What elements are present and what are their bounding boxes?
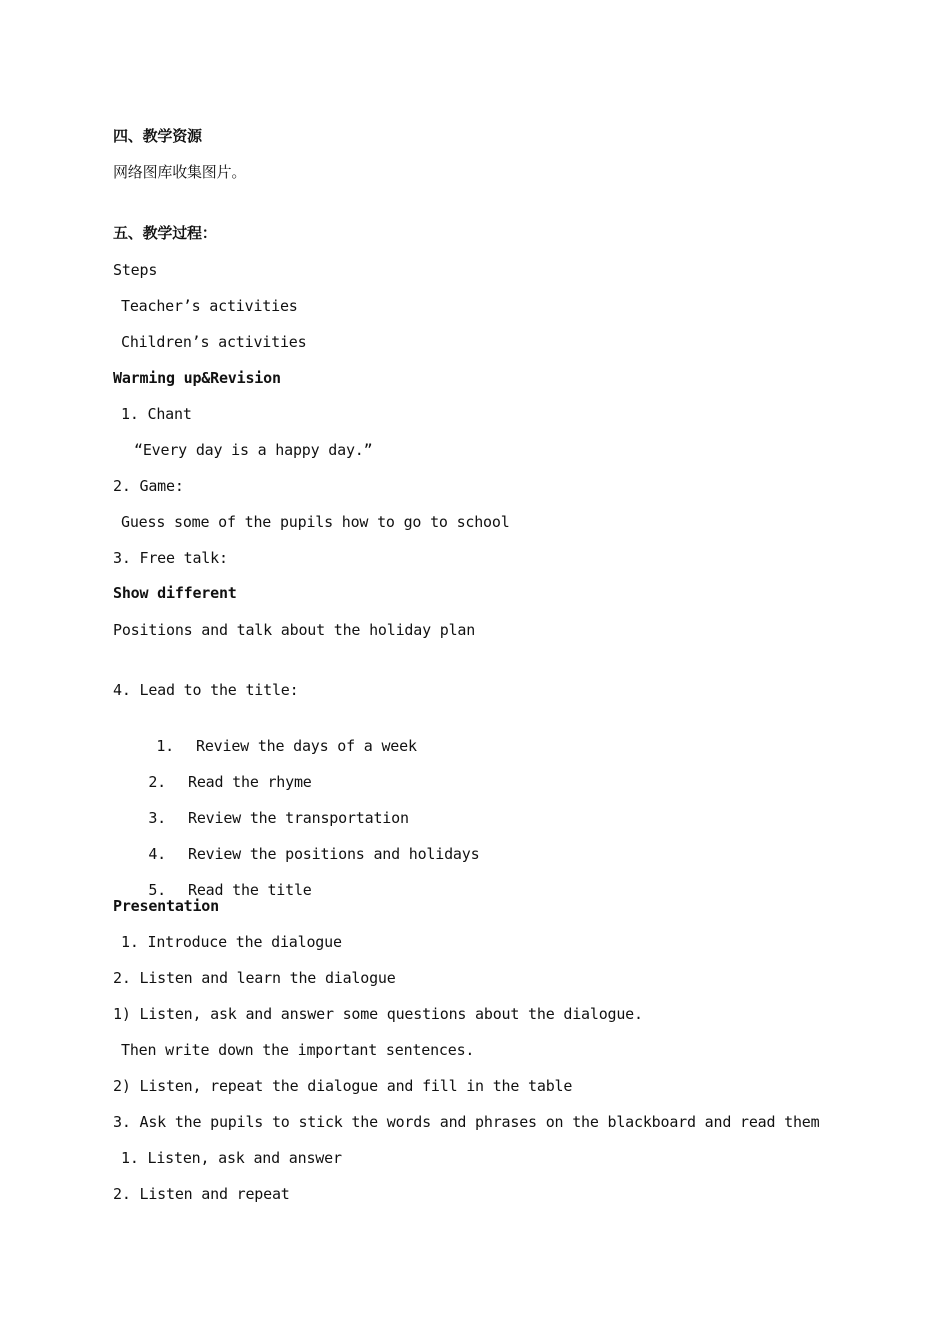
warming-item-2: 2. Game:	[113, 477, 184, 495]
chant-quote: “Every day is a happy day.”	[134, 441, 373, 459]
warming-heading: Warming up&Revision	[113, 369, 281, 387]
presentation-item-2: 2. Listen and learn the dialogue	[113, 969, 396, 987]
lead-list-num: 1.	[156, 737, 174, 755]
presentation-item-3: 3. Ask the pupils to stick the words and phrases on the blackboard and read them	[113, 1113, 820, 1131]
teacher-activities-label: Teacher’s activities	[121, 297, 298, 315]
game-description: Guess some of the pupils how to go to school	[121, 513, 510, 531]
free-talk-subheading: Show different	[113, 584, 237, 602]
warming-item-1: 1. Chant	[121, 405, 192, 423]
children-item-1: 1. Listen, ask and answer	[121, 1149, 342, 1167]
presentation-item-2a: 1) Listen, ask and answer some questions about the dialogue.	[113, 1005, 643, 1023]
lead-list-num: 4.	[148, 845, 166, 863]
children-activities-label: Children’s activities	[121, 333, 307, 351]
presentation-item-2b: 2) Listen, repeat the dialogue and fill in the table	[113, 1077, 573, 1095]
warming-item-3: 3. Free talk:	[113, 549, 228, 567]
warming-item-4: 4. Lead to the title:	[113, 681, 299, 699]
section5-heading: 五、教学过程：	[113, 224, 217, 242]
lead-list-text: Review the transportation	[188, 809, 409, 827]
lead-list-text: Review the days of a week	[196, 737, 417, 755]
lead-list-num: 2.	[148, 773, 166, 791]
presentation-heading: Presentation	[113, 897, 219, 915]
lead-list-num: 5.	[148, 881, 166, 899]
lead-list-text: Read the rhyme	[188, 773, 312, 791]
presentation-item-2a-cont: Then write down the important sentences.	[121, 1041, 475, 1059]
presentation-item-1: 1. Introduce the dialogue	[121, 933, 342, 951]
children-item-2: 2. Listen and repeat	[113, 1185, 290, 1203]
lead-list-text: Read the title	[188, 881, 312, 899]
section4-heading: 四、教学资源	[113, 127, 202, 145]
steps-label: Steps	[113, 261, 158, 279]
lead-list-num: 3.	[148, 809, 166, 827]
section4-text: 网络图库收集图片。	[113, 163, 247, 181]
lead-list-text: Review the positions and holidays	[188, 845, 480, 863]
free-talk-description: Positions and talk about the holiday plan	[113, 621, 476, 639]
